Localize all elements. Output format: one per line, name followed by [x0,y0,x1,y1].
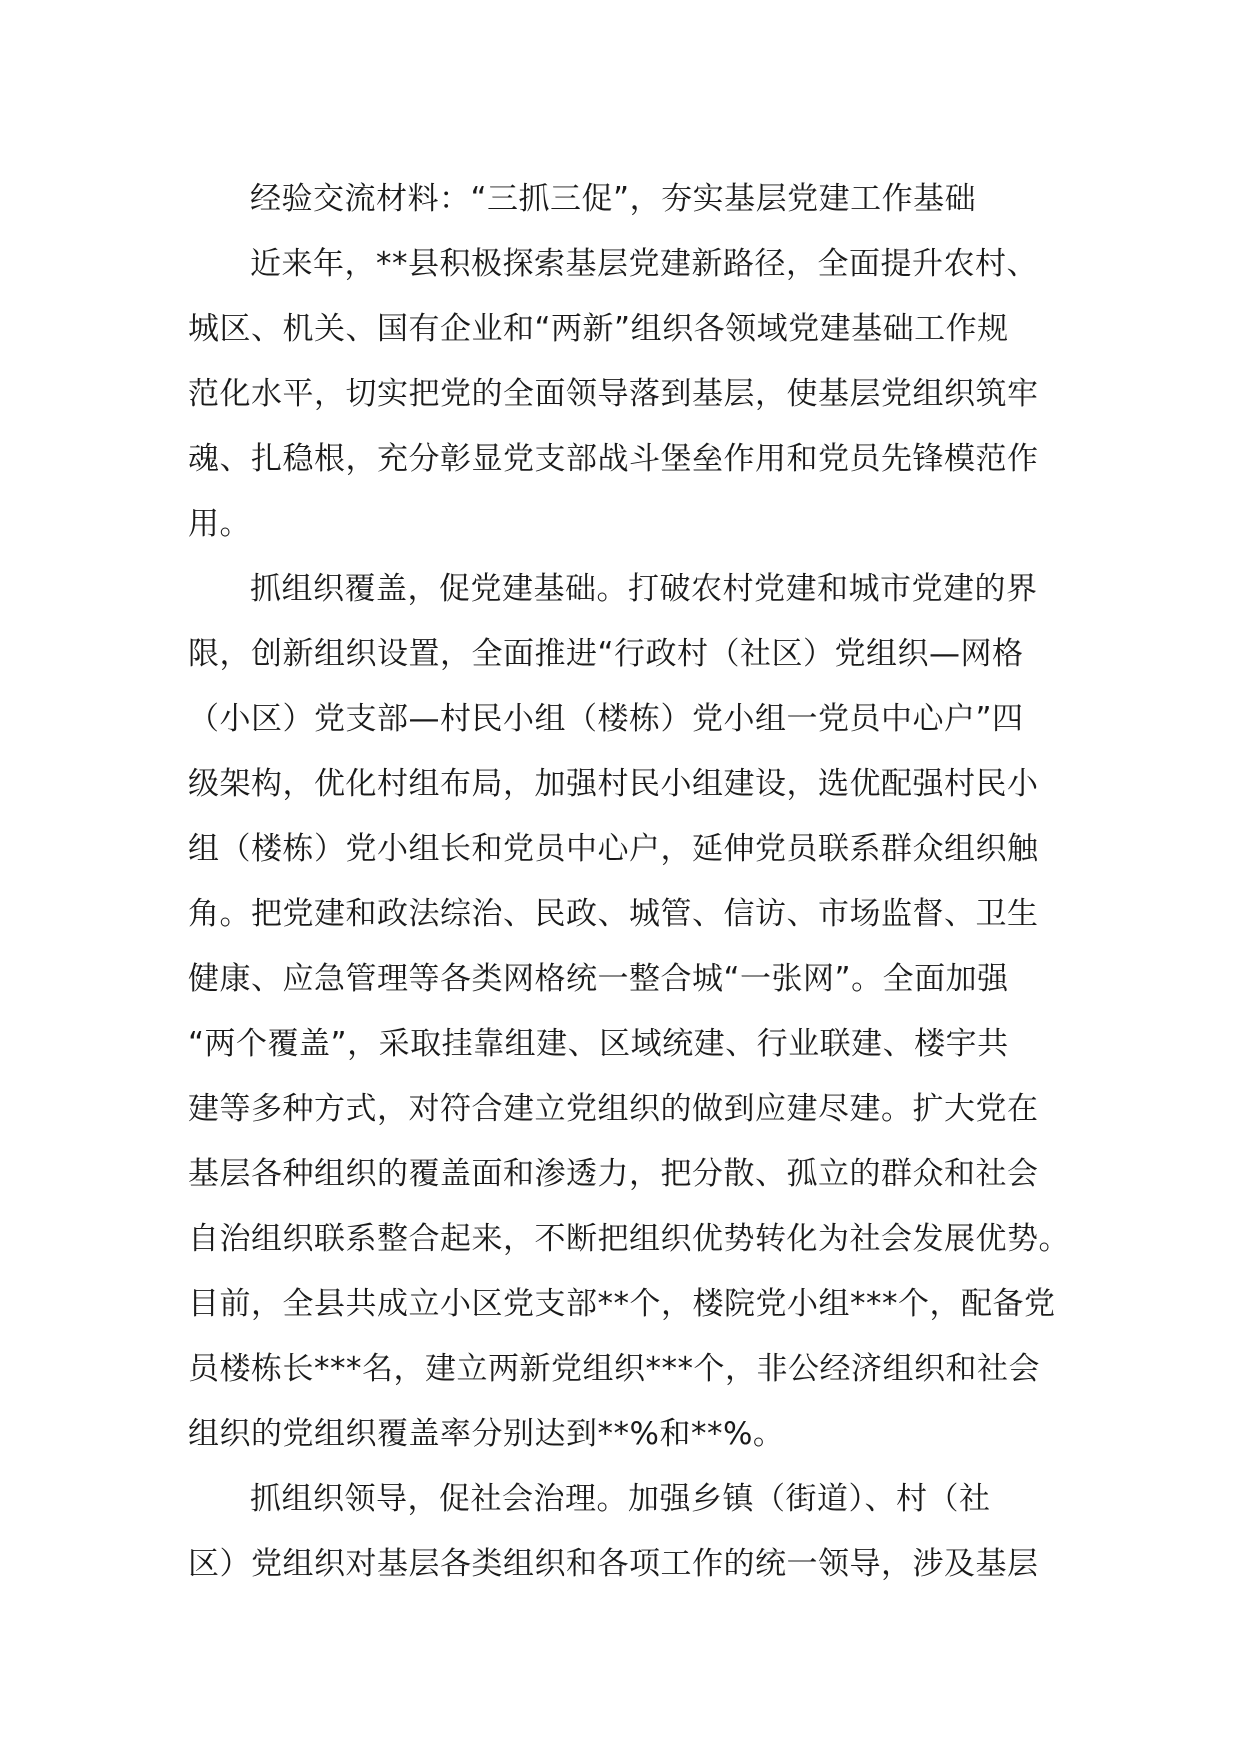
document-body [188,167,1068,1597]
paragraph-2-line: 级架构，优化村组布局，加强村民小组建设，选优配强村民小 [188,766,1039,802]
paragraph-2-line: “两个覆盖”，采取挂靠组建、区域统建、行业联建、楼宇共 [188,1026,1009,1062]
paragraph-1-line: 近来年，**县积极探索基层党建新路径，全面提升农村、 [250,246,1038,282]
paragraph-2-line: 目前，全县共成立小区党支部**个，楼院党小组***个，配备党 [188,1286,1056,1322]
paragraph-2-line: 自治组织联系整合起来，不断把组织优势转化为社会发展优势。 [188,1221,1070,1257]
paragraph-2-line: 组织的党组织覆盖率分别达到**%和**%。 [188,1416,785,1452]
paragraph-2-line: 建等多种方式，对符合建立党组织的做到应建尽建。扩大党在 [188,1091,1039,1127]
paragraph-2-line: 组（楼栋）党小组长和党员中心户，延伸党员联系群众组织触 [188,831,1039,867]
paragraph-2-line: 员楼栋长***名，建立两新党组织***个，非公经济组织和社会 [188,1351,1040,1387]
paragraph-2-line: 健康、应急管理等各类网格统一整合城“一张网”。全面加强 [188,961,1009,997]
paragraph-3-line: 区）党组织对基层各类组织和各项工作的统一领导，涉及基层 [188,1546,1039,1582]
paragraph-2-line: 基层各种组织的覆盖面和渗透力，把分散、孤立的群众和社会 [188,1156,1039,1192]
paragraph-1-line: 范化水平，切实把党的全面领导落到基层，使基层党组织筑牢 [188,376,1039,412]
paragraph-3-line: 抓组织领导，促社会治理。加强乡镇（街道）、村（社 [250,1481,991,1517]
paragraph-2-line: 限，创新组织设置，全面推进“行政村（社区）党组织—网格 [188,636,1024,672]
paragraph-2-line: 角。把党建和政法综治、民政、城管、信访、市场监督、卫生 [188,896,1039,932]
paragraph-1-line: 魂、扎稳根，充分彰显党支部战斗堡垒作用和党员先锋模范作 [188,441,1039,477]
paragraph-1-line: 城区、机关、国有企业和“两新”组织各领域党建基础工作规 [188,311,1009,347]
paragraph-2-line: （小区）党支部—村民小组（楼栋）党小组一党员中心户”四 [188,701,1024,737]
paragraph-2-line: 抓组织覆盖，促党建基础。打破农村党建和城市党建的界 [250,571,1038,607]
paragraph-1-line: 用。 [188,506,251,542]
document-title: 经验交流材料：“三抓三促”，夯实基层党建工作基础 [250,181,977,217]
